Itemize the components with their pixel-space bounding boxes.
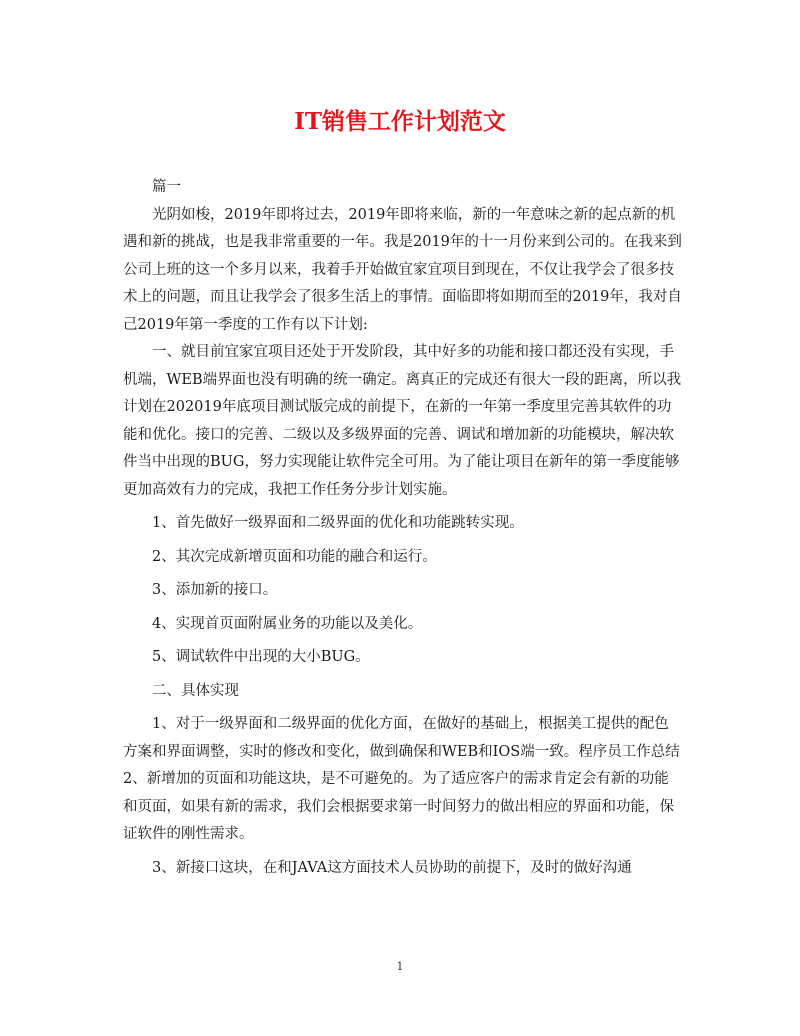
list-item-3: 3、添加新的接口。	[152, 582, 278, 598]
list-item-2: 2、其次完成新增页面和功能的融合和运行。	[152, 548, 437, 565]
document-title: IT销售工作计划范文	[294, 108, 506, 135]
list-item-4: 4、实现首页面附属业务的功能以及美化。	[152, 615, 423, 632]
list-item-5: 5、调试软件中出现的大小BUG。	[152, 649, 370, 665]
paragraph-intro: 光阴如梭，2019年即将过去，2019年即将来临，新的一年意味之新的起点新的机遇和新的挑战，也是我非常重要的一年。我是2019年的十一月份来到公司的。在我来到公司上班的这一个多月以来，我着手开始做宜家宜项目到现在，不仅让我学会了很多技术上的问题，而且让我学会了很多生活上的事情。面临即将如期而至的2019年，我对自己2019年第一季度的工作有以下计划:	[123, 206, 682, 333]
list-item-1: 1、首先做好一级界面和二级界面的优化和功能跳转实现。	[152, 515, 524, 531]
paragraph-part-one: 一、就目前宜家宜项目还处于开发阶段，其中好多的功能和接口都还没有实现，手机端，WEB端界面也没有明确的统一确定。离真正的完成还有很大一段的距离，所以我计划在202019年底项目测试版完成的前提下，在新的一年第一季度里完善其软件的功能和优化。接口的完善、二级以及多级界面的完善、调试和增加新的功能模块，解决软件当中出现的BUG，努力实现能让软件完全可用。为了能让项目在新年的第一季度能够更加高效有力的完成，我把工作任务分步计划实施。	[123, 344, 682, 498]
document-body	[123, 174, 683, 882]
paragraph-detail-1: 1、对于一级界面和二级界面的优化方面，在做好的基础上，根据美工提供的配色方案和界面调整，实时的修改和变化，做到确保和WEB和IOS端一致。程序员工作总结2、新增加的页面和功能这块，是不可避免的。为了适应客户的需求肯定会有新的功能和页面，如果有新的需求，我们会根据要求第一时间努力的做出相应的界面和功能，保证软件的刚性需求。	[123, 716, 680, 842]
part-two-heading: 二、具体实现	[152, 682, 239, 699]
page-number: 1	[396, 960, 404, 973]
section-label: 篇一	[152, 179, 181, 195]
paragraph-detail-3: 3、新接口这块，在和JAVA这方面技术人员协助的前提下，及时的做好沟通	[152, 859, 632, 876]
